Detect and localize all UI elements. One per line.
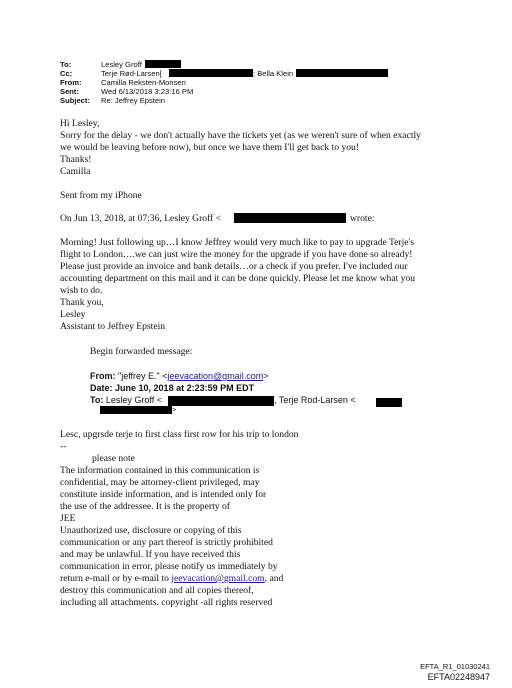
quote-intro: On Jun 13, 2018, at 07:36, Lesley Groff <: [60, 213, 222, 224]
disclaimer-line: constitute inside information, and is intended only for: [60, 489, 267, 500]
reply-greeting: Hi Lesley,: [60, 118, 100, 129]
redaction-box: [234, 213, 346, 223]
fwd-from-label: From:: [90, 371, 116, 381]
sent-value: Wed 6/13/2018 3:23:16 PM: [101, 87, 194, 96]
disclaimer-email-link[interactable]: jeevacation@gmail.com: [171, 573, 265, 584]
fwd-date-row: [90, 383, 254, 394]
quoted-thanks: Thank you,: [60, 297, 104, 308]
disclaimer-line: JEE: [60, 513, 76, 524]
disclaimer-line: including all attachments. copyright -all rights reserved: [60, 597, 273, 608]
disclaimer-text: , and: [264, 573, 284, 584]
fwd-to-end: >: [172, 407, 177, 414]
please-note: please note: [92, 453, 135, 464]
disclaimer-line: and may be unlawful. If you have received this: [60, 549, 241, 560]
to-value: Lesley Groff: [101, 60, 142, 69]
from-value: Camilla Reksten-Monsen: [101, 78, 186, 87]
to-label: To:: [60, 60, 72, 69]
disclaimer-line: communication or any part thereof is strictly prohibited: [60, 537, 273, 548]
cc-value: Terje Rød-Larsen[: [101, 69, 162, 78]
redaction-box: [100, 406, 172, 414]
fwd-to-value-2: , Terje Rod-Larsen <: [274, 395, 356, 405]
cc-row: [60, 69, 162, 78]
quoted-line: accounting department on this mail and it can be done quickly. Please let me know what you: [60, 273, 416, 284]
subject-label: Subject:: [60, 96, 90, 105]
redaction-box: [376, 398, 402, 407]
fwd-to-value: Lesley Groff <: [105, 395, 162, 405]
reply-signature: Camilla: [60, 166, 91, 177]
quoted-title: Assistant to Jeffrey Epstein: [60, 321, 166, 332]
cc-label: Cc:: [60, 69, 73, 78]
redaction-box: [169, 69, 253, 77]
disclaimer-text: return e-mail or by e-mail to: [60, 573, 172, 584]
disclaimer-line: The information contained in this communication is: [60, 465, 260, 476]
quoted-line: flight to London….we can just wire the money for the upgrade if you have done so already!: [60, 249, 413, 260]
fwd-from-email[interactable]: jeevacation@gmail.com: [167, 371, 264, 381]
quoted-line: Morning! Just following up…I know Jeffrey would very much like to pay to upgrade Terje's: [60, 237, 415, 248]
fwd-from-value: "jeffrey E." <: [118, 371, 168, 381]
from-row: [60, 78, 186, 87]
reply-line: Sorry for the delay - we don't actually have the tickets yet (as we weren't sure of when exactly: [60, 130, 421, 141]
sent-label: Sent:: [60, 87, 79, 96]
redaction-box: [168, 396, 274, 406]
from-label: From:: [60, 78, 82, 87]
disclaimer-line: destroy this communication and all copies thereof,: [60, 585, 254, 596]
bates-id-2: EFTA02248947: [427, 672, 490, 682]
fwd-date-value: June 10, 2018 at 2:23:59 PM EDT: [115, 383, 255, 393]
sent-row: [60, 87, 193, 96]
signature-dashes: --: [60, 441, 67, 452]
subject-value: Re: Jeffrey Epstein: [101, 96, 166, 105]
reply-thanks: Thanks!: [60, 154, 92, 165]
redaction-box: [296, 69, 388, 77]
fwd-from-end: >: [263, 371, 269, 381]
disclaimer-line: communication in error, please notify us immediately by: [60, 561, 278, 572]
fwd-from-row: [90, 371, 268, 382]
message-body: Lesc, upgrsde terje to first class first row for his trip to london: [60, 429, 299, 440]
reply-line: we would be leaving before now), but once we have them I'll get back to you!: [60, 142, 360, 153]
quoted-line: Please just provide an invoice and bank details…or a check if you prefer. I've included our: [60, 261, 408, 272]
fwd-to-label: To:: [90, 395, 104, 405]
disclaimer-line: [60, 573, 283, 585]
forwarded-heading: Begin forwarded message:: [90, 346, 193, 357]
fwd-date-label: Date:: [90, 383, 113, 393]
redaction-box: [145, 60, 181, 68]
bates-id-1: EFTA_R1_01030241: [420, 662, 490, 671]
disclaimer-line: Unauthorized use, disclosure or copying of this: [60, 525, 242, 536]
quote-intro-end: wrote:: [350, 213, 375, 224]
quoted-name: Lesley: [60, 309, 86, 320]
fwd-to-row: [90, 395, 162, 406]
disclaimer-line: confidential, may be attorney-client privileged, may: [60, 477, 260, 488]
subject-row: [60, 96, 165, 105]
cc-value-2: ; Bella Klein: [253, 69, 294, 78]
quoted-line: wish to do.: [60, 285, 103, 296]
to-row: [60, 60, 142, 69]
disclaimer-line: the use of the addressee. It is the property of: [60, 501, 230, 512]
sent-from-line: Sent from my iPhone: [60, 190, 142, 201]
